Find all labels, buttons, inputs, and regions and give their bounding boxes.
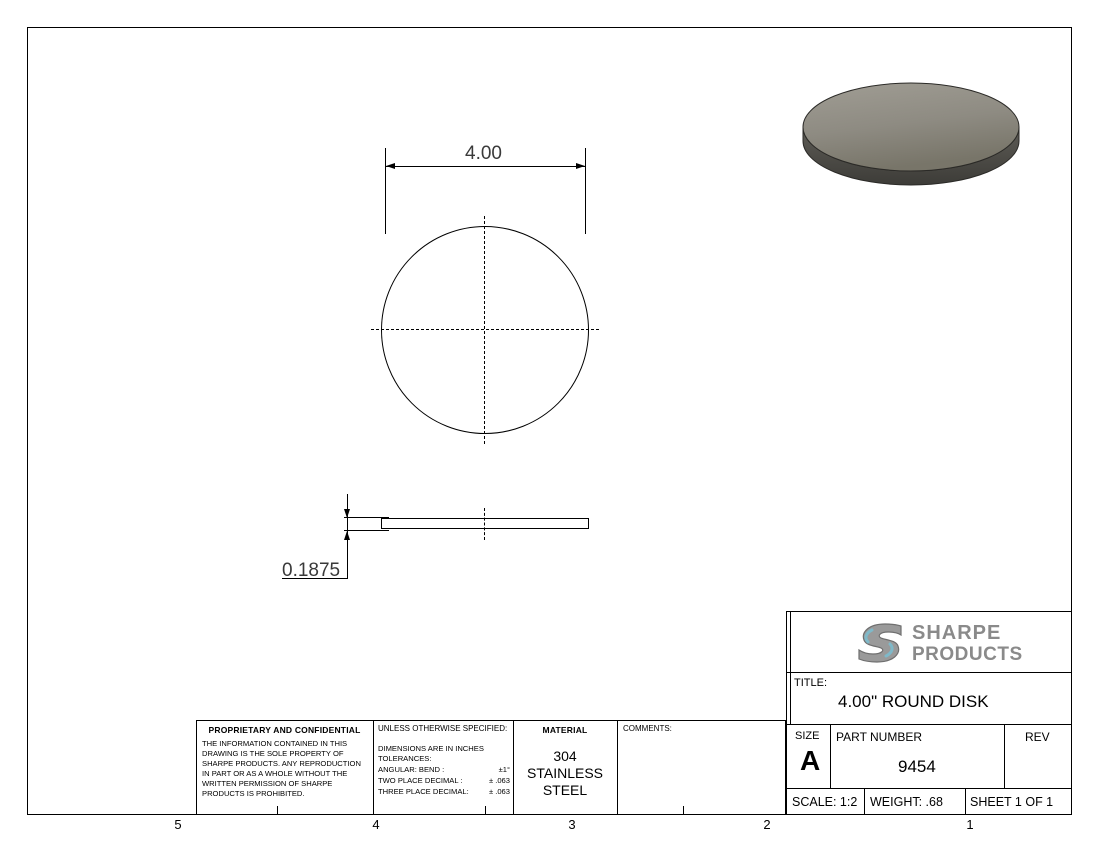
thickness-arrow-upper bbox=[344, 509, 350, 518]
tolerance-label: TWO PLACE DECIMAL : bbox=[378, 776, 463, 785]
scale-value: SCALE: 1:2 bbox=[792, 795, 858, 809]
scale-divider bbox=[864, 789, 865, 815]
dimension-extension-right bbox=[585, 148, 586, 234]
notes-divider-1 bbox=[373, 720, 374, 815]
weight-value: WEIGHT: .68 bbox=[870, 795, 943, 809]
size-column-divider bbox=[830, 725, 831, 789]
zone-label-4: 4 bbox=[372, 817, 380, 832]
sharpe-logo-icon bbox=[855, 620, 903, 664]
zone-label-2: 2 bbox=[763, 817, 771, 832]
dimension-extension-left bbox=[385, 148, 386, 234]
material-value-line1: 304 bbox=[553, 748, 577, 764]
title-block-divider bbox=[790, 611, 791, 725]
thickness-extension-top bbox=[344, 517, 389, 518]
rev-column-divider bbox=[1004, 725, 1005, 789]
thickness-dimension-text: 0.1875 bbox=[282, 560, 341, 581]
size-value: A bbox=[800, 745, 821, 776]
logo-text-products: PRODUCTS bbox=[912, 644, 1023, 665]
logo-text-sharpe: SHARPE bbox=[912, 622, 1002, 644]
part-number-label: PART NUMBER bbox=[836, 730, 923, 744]
part-number-value: 9454 bbox=[898, 757, 936, 776]
tolerance-label: ANGULAR: BEND : bbox=[378, 765, 445, 774]
thickness-arrow-lower bbox=[344, 531, 350, 540]
isometric-disk-view bbox=[800, 78, 1022, 193]
comments-heading: COMMENTS: bbox=[623, 724, 672, 733]
side-view-centerline bbox=[484, 508, 486, 540]
tolerance-value: ± .063 bbox=[488, 776, 510, 785]
material-value-line2: STAINLESS bbox=[527, 765, 603, 781]
tolerance-row-three-place bbox=[378, 787, 510, 796]
material-heading: MATERIAL bbox=[542, 725, 588, 735]
dimension-arrow-right bbox=[576, 163, 585, 169]
zone-label-1: 1 bbox=[966, 817, 974, 832]
tolerance-value: ±1° bbox=[498, 765, 510, 774]
tolerance-row-angular bbox=[378, 765, 510, 774]
rev-label: REV bbox=[1025, 730, 1050, 744]
title-value: 4.00" ROUND DISK bbox=[838, 692, 989, 711]
unless-heading: UNLESS OTHERWISE SPECIFIED: bbox=[378, 724, 508, 733]
tolerance-value: ± .063 bbox=[488, 787, 510, 796]
material-value-line3: STEEL bbox=[542, 782, 588, 798]
notes-divider-3 bbox=[617, 720, 618, 815]
sheet-value: SHEET 1 OF 1 bbox=[970, 795, 1054, 809]
tolerances-heading: TOLERANCES: bbox=[378, 754, 432, 763]
units-line: DIMENSIONS ARE IN INCHES bbox=[378, 744, 484, 753]
zone-label-3: 3 bbox=[568, 817, 576, 832]
tolerance-label: THREE PLACE DECIMAL: bbox=[378, 787, 469, 796]
dimension-arrow-left bbox=[386, 163, 395, 169]
zone-label-5: 5 bbox=[174, 817, 182, 832]
diameter-dimension-text: 4.00 bbox=[465, 143, 502, 164]
size-label: SIZE bbox=[795, 730, 820, 742]
dimension-line-diameter bbox=[386, 166, 585, 167]
proprietary-heading: PROPRIETARY AND CONFIDENTIAL bbox=[208, 725, 361, 735]
title-label: TITLE: bbox=[794, 677, 828, 689]
thickness-extension-bottom bbox=[344, 530, 389, 531]
tolerance-row-two-place bbox=[378, 776, 510, 785]
weight-divider bbox=[965, 789, 966, 815]
vertical-centerline bbox=[484, 216, 486, 444]
proprietary-body: THE INFORMATION CONTAINED IN THIS DRAWING IS THE SOLE PROPERTY OF SHARPE PRODUCTS. ANY REPRODUCTION IN PART OR AS A WHOLE WITHOUT THE WRITTEN PERMISSION OF SHARPE PRODUCTS IS PROHIBITED. bbox=[202, 739, 361, 799]
